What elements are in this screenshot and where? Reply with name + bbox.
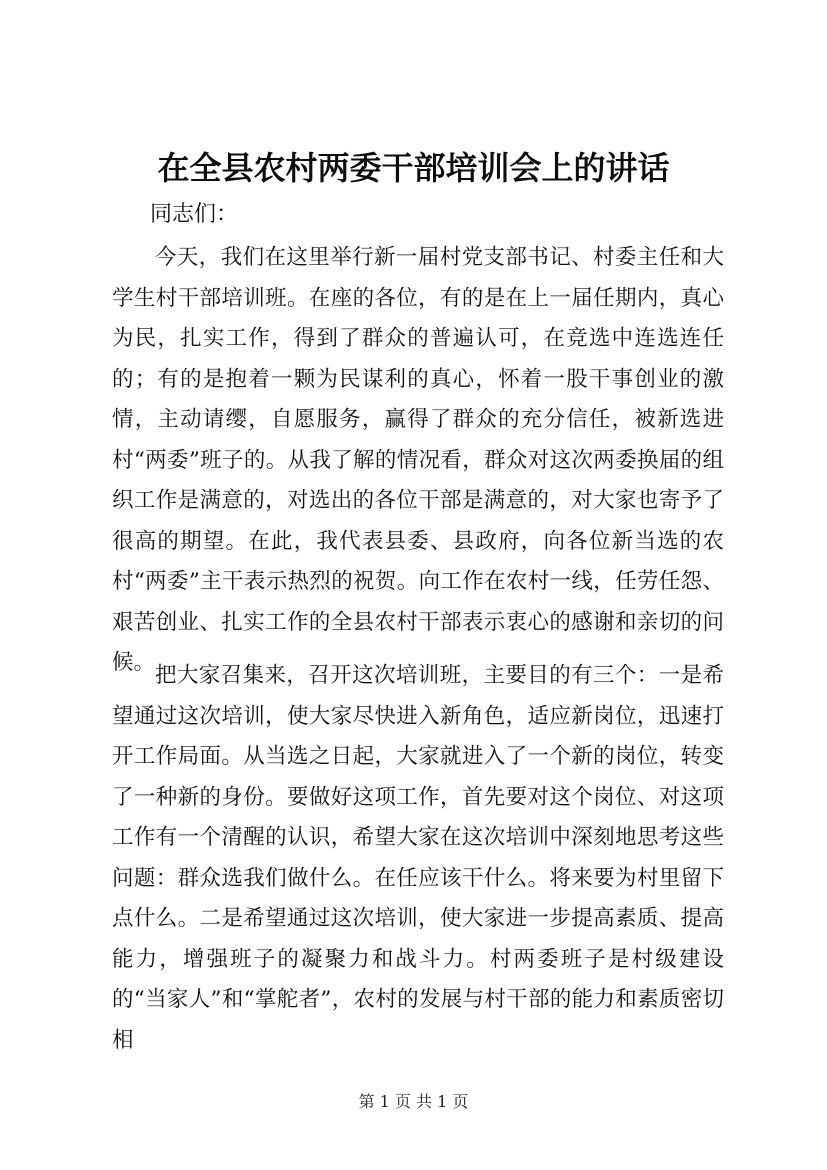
paragraph-text: 把大家召集来，召开这次培训班，主要目的有三个：一是希望通过这次培训，使大家尽快进入新角色，适应新岗位，迅速打开工作局面。从当选之日起，大家就进入了一个新的岗位，转变了一种新的身份。要做好这项工作，首先要对这个岗位、对这项工作有一个清醒的认识，希望大家在这次培训中深刻地思考这些问题：群众选我们做什么。在任应该干什么。将来要为村里留下点什么。二是希望通过这次培训，使大家进一步提高素质、提高能力，增强班子的凝聚力和战斗力。村两委班子是村级建设的“当家人”和“掌舵者”，农村的发展与村干部的能力和素质密切相 (112, 663, 724, 1053)
page-title: 在全县农村两委干部培训会上的讲话 (157, 149, 670, 187)
paragraph-text: 今天，我们在这里举行新一届村党支部书记、村委主任和大学生村干部培训班。在座的各位，有的是在上一届任期内，真心为民，扎实工作，得到了群众的普遍认可，在竞选中连选连任的；有的是抱着一颗为民谋利的真心，怀着一股干事创业的激情，主动请缨，自愿服务，赢得了群众的充分信任，被新选进村“两委”班子的。从我了解的情况看，群众对这次两委换届的组织工作是满意的，对选出的各位干部是满意的，对大家也寄予了很高的期望。在此，我代表县委、县政府，向各位新当选的农村“两委”主干表示热烈的祝贺。向工作在农村一线，任劳任怨、艰苦创业、扎实工作的全县农村干部表示衷心的感谢和亲切的问候。 (112, 245, 724, 675)
paragraph-2 (112, 656, 724, 1061)
paragraph-1 (112, 238, 724, 684)
salutation: 同志们： (150, 202, 239, 227)
page-number-footer: 第 1 页 共 1 页 (358, 1092, 469, 1111)
